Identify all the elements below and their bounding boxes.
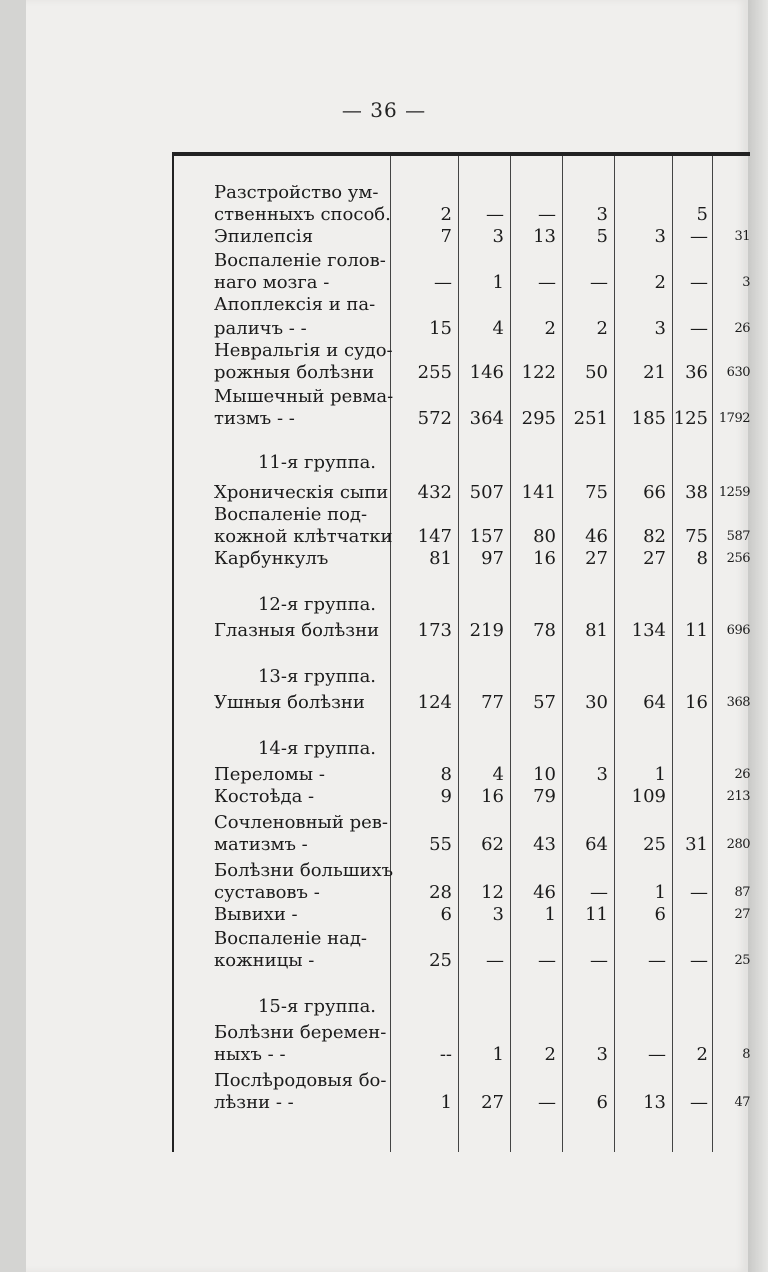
page-number: — 36 — — [341, 98, 427, 122]
group-heading-row — [172, 666, 752, 688]
row-label: матизмъ - — [214, 834, 308, 855]
group-heading: 11-я группа. — [257, 452, 377, 473]
table-row — [172, 340, 752, 362]
table-cell: — — [690, 318, 708, 339]
table-cell: 124 — [417, 692, 452, 713]
table-row — [172, 204, 752, 226]
table-cell: 75 — [685, 526, 708, 547]
table-cell: 109 — [631, 786, 666, 807]
group-heading: 13-я группа. — [257, 666, 377, 687]
table-cell: 2 — [696, 1044, 708, 1065]
table-row — [172, 226, 752, 248]
table-cell: 5 — [696, 204, 708, 225]
table-row — [172, 182, 752, 204]
table-cell: 27 — [643, 548, 666, 569]
row-label: ныхъ - - — [214, 1044, 286, 1065]
table-cell: 81 — [429, 548, 452, 569]
row-label: лѣзни - - — [214, 1092, 294, 1113]
table-cell: — — [690, 882, 708, 903]
table-cell: 1 — [654, 882, 666, 903]
table-cell: 5 — [596, 226, 608, 247]
table-cell: 8 — [440, 764, 452, 785]
table-cell: 2 — [654, 272, 666, 293]
table-cell: — — [590, 950, 608, 971]
table-cell: 8 — [742, 1047, 750, 1062]
row-label: Болѣзни беремен- — [214, 1022, 387, 1043]
table-cell: 27 — [734, 907, 750, 922]
table-cell: 11 — [585, 904, 608, 925]
table-cell: 16 — [481, 786, 504, 807]
table-cell: 213 — [726, 789, 750, 804]
table-cell: 3 — [654, 318, 666, 339]
table-cell: — — [690, 272, 708, 293]
table-cell: 572 — [417, 408, 452, 429]
table-row — [172, 620, 752, 642]
table-cell: 27 — [585, 548, 608, 569]
row-label: Воспаленіе над- — [214, 928, 367, 949]
table-cell: 255 — [417, 362, 452, 383]
table-cell: 11 — [685, 620, 708, 641]
statistics-table — [172, 152, 752, 1152]
table-cell: 3 — [596, 1044, 608, 1065]
table-row — [172, 386, 752, 408]
group-heading: 15-я группа. — [257, 996, 377, 1017]
table-cell: 295 — [521, 408, 556, 429]
group-heading-row — [172, 738, 752, 760]
table-cell: 25 — [429, 950, 452, 971]
table-cell: 2 — [544, 318, 556, 339]
table-cell: — — [590, 272, 608, 293]
row-label: Глазныя болѣзни — [214, 620, 380, 641]
row-label: Вывихи - — [214, 904, 298, 925]
table-cell: 122 — [521, 362, 556, 383]
table-cell: 31 — [685, 834, 708, 855]
table-row — [172, 272, 752, 294]
group-heading-row — [172, 594, 752, 616]
row-label: раличъ - - — [214, 318, 307, 339]
table-cell: 13 — [533, 226, 556, 247]
table-cell: — — [538, 204, 556, 225]
table-cell: 125 — [673, 408, 708, 429]
table-cell: 43 — [533, 834, 556, 855]
table-cell: — — [434, 272, 452, 293]
row-label: Ушныя болѣзни — [214, 692, 365, 713]
row-label: Разстройство ум- — [214, 182, 379, 203]
table-cell: 3 — [596, 204, 608, 225]
table-cell: 77 — [481, 692, 504, 713]
table-row — [172, 1044, 752, 1066]
table-cell: 16 — [685, 692, 708, 713]
table-row — [172, 408, 752, 430]
group-heading-row — [172, 452, 752, 474]
row-label: Хроническія сыпи — [214, 482, 389, 503]
table-cell: 78 — [533, 620, 556, 641]
table-cell: 75 — [585, 482, 608, 503]
row-label: Костоѣда - — [214, 786, 315, 807]
table-cell: 15 — [429, 318, 452, 339]
table-cell: 1259 — [718, 485, 750, 500]
table-cell: 38 — [685, 482, 708, 503]
table-cell: 6 — [654, 904, 666, 925]
table-cell: 46 — [533, 882, 556, 903]
row-label: тизмъ - - — [214, 408, 295, 429]
table-cell: 1 — [544, 904, 556, 925]
table-cell: 50 — [585, 362, 608, 383]
table-cell: 13 — [643, 1092, 666, 1113]
row-label: Переломы - — [214, 764, 325, 785]
table-cell: 87 — [734, 885, 750, 900]
table-row — [172, 882, 752, 904]
row-label: Послѣродовыя бо- — [214, 1070, 387, 1091]
table-cell: 146 — [469, 362, 504, 383]
table-cell: 62 — [481, 834, 504, 855]
table-cell: 3 — [596, 764, 608, 785]
table-cell: — — [648, 1044, 666, 1065]
table-cell: 36 — [685, 362, 708, 383]
table-cell: 185 — [631, 408, 666, 429]
table-cell: 141 — [521, 482, 556, 503]
table-cell: 157 — [469, 526, 504, 547]
table-cell: 21 — [643, 362, 666, 383]
table-row — [172, 1092, 752, 1114]
table-row — [172, 294, 752, 316]
group-heading-row — [172, 996, 752, 1018]
table-cell: 2 — [596, 318, 608, 339]
table-cell: — — [648, 950, 666, 971]
table-cell: 256 — [726, 551, 750, 566]
table-cell: 26 — [734, 767, 750, 782]
table-cell: 8 — [696, 548, 708, 569]
table-cell: 27 — [481, 1092, 504, 1113]
row-label: Карбункулъ — [214, 548, 329, 569]
table-cell: 3 — [742, 275, 750, 290]
table-row — [172, 786, 752, 808]
table-cell: 31 — [734, 229, 750, 244]
table-cell: 82 — [643, 526, 666, 547]
table-cell: 364 — [469, 408, 504, 429]
table-cell: — — [538, 1092, 556, 1113]
table-cell: 1 — [654, 764, 666, 785]
table-cell: 219 — [469, 620, 504, 641]
table-row — [172, 482, 752, 504]
table-cell: — — [690, 950, 708, 971]
table-cell: 173 — [417, 620, 452, 641]
table-row — [172, 548, 752, 570]
table-cell: — — [538, 950, 556, 971]
table-cell: — — [486, 204, 504, 225]
table-row — [172, 1022, 752, 1044]
row-label: Воспаленіе голов- — [214, 250, 386, 271]
row-label: Невральгія и судо- — [214, 340, 393, 361]
row-label: суставовъ - — [214, 882, 320, 903]
table-cell: 97 — [481, 548, 504, 569]
table-cell: 81 — [585, 620, 608, 641]
table-cell: 3 — [654, 226, 666, 247]
row-label: Воспаленіе под- — [214, 504, 368, 525]
table-cell: 79 — [533, 786, 556, 807]
table-cell: 507 — [469, 482, 504, 503]
table-cell: 7 — [440, 226, 452, 247]
table-cell: 64 — [643, 692, 666, 713]
table-row — [172, 834, 752, 856]
table-cell: 4 — [492, 318, 504, 339]
table-cell: 25 — [734, 953, 750, 968]
table-cell: 25 — [643, 834, 666, 855]
table-row — [172, 928, 752, 950]
table-row — [172, 250, 752, 272]
table-row — [172, 904, 752, 926]
table-cell: 55 — [429, 834, 452, 855]
table-cell: 1 — [492, 272, 504, 293]
table-cell: 80 — [533, 526, 556, 547]
table-cell: 587 — [726, 529, 750, 544]
table-cell: 2 — [440, 204, 452, 225]
table-cell: 12 — [481, 882, 504, 903]
table-cell: 147 — [417, 526, 452, 547]
row-label: рожныя болѣзни — [214, 362, 375, 383]
table-cell: 16 — [533, 548, 556, 569]
table-cell: 57 — [533, 692, 556, 713]
table-cell: 1 — [440, 1092, 452, 1113]
table-cell: 3 — [492, 226, 504, 247]
group-heading: 12-я группа. — [257, 594, 377, 615]
table-row — [172, 362, 752, 384]
table-cell: 1792 — [718, 411, 750, 426]
table-cell: 251 — [573, 408, 608, 429]
table-row — [172, 950, 752, 972]
table-cell: 47 — [734, 1095, 750, 1110]
table-cell: 64 — [585, 834, 608, 855]
table-cell: 2 — [544, 1044, 556, 1065]
table-top-rule — [172, 152, 750, 156]
table-cell: — — [486, 950, 504, 971]
table-cell: — — [690, 226, 708, 247]
table-cell: 10 — [533, 764, 556, 785]
table-row — [172, 812, 752, 834]
table-cell: 66 — [643, 482, 666, 503]
row-label: наго мозга - — [214, 272, 330, 293]
table-row — [172, 1070, 752, 1092]
row-label: кожной клѣтчатки — [214, 526, 393, 547]
table-cell: -- — [439, 1044, 452, 1065]
row-label: Мышечный ревма- — [214, 386, 394, 407]
table-cell: 46 — [585, 526, 608, 547]
table-row — [172, 526, 752, 548]
table-row — [172, 318, 752, 340]
row-label: Эпилепсія — [214, 226, 314, 247]
table-cell: 3 — [492, 904, 504, 925]
table-cell: 1 — [492, 1044, 504, 1065]
table-cell: 630 — [726, 365, 750, 380]
table-cell: — — [538, 272, 556, 293]
table-row — [172, 764, 752, 786]
table-row — [172, 860, 752, 882]
table-cell: 9 — [440, 786, 452, 807]
row-label: Сочленовный рев- — [214, 812, 388, 833]
table-cell: 4 — [492, 764, 504, 785]
table-cell: 280 — [726, 837, 750, 852]
table-cell: 134 — [631, 620, 666, 641]
table-cell: 368 — [726, 695, 750, 710]
table-cell: 30 — [585, 692, 608, 713]
table-cell: 26 — [734, 321, 750, 336]
table-cell: 696 — [726, 623, 750, 638]
group-heading: 14-я группа. — [257, 738, 377, 759]
table-cell: 6 — [596, 1092, 608, 1113]
row-label: Болѣзни большихъ — [214, 860, 394, 881]
row-label: ственныхъ способ. — [214, 204, 391, 225]
table-cell: 28 — [429, 882, 452, 903]
row-label: кожницы - — [214, 950, 315, 971]
table-cell: — — [590, 882, 608, 903]
table-cell: 6 — [440, 904, 452, 925]
table-cell: 432 — [417, 482, 452, 503]
row-label: Апоплексія и па- — [214, 294, 376, 315]
table-row — [172, 692, 752, 714]
table-cell: — — [690, 1092, 708, 1113]
table-row — [172, 504, 752, 526]
